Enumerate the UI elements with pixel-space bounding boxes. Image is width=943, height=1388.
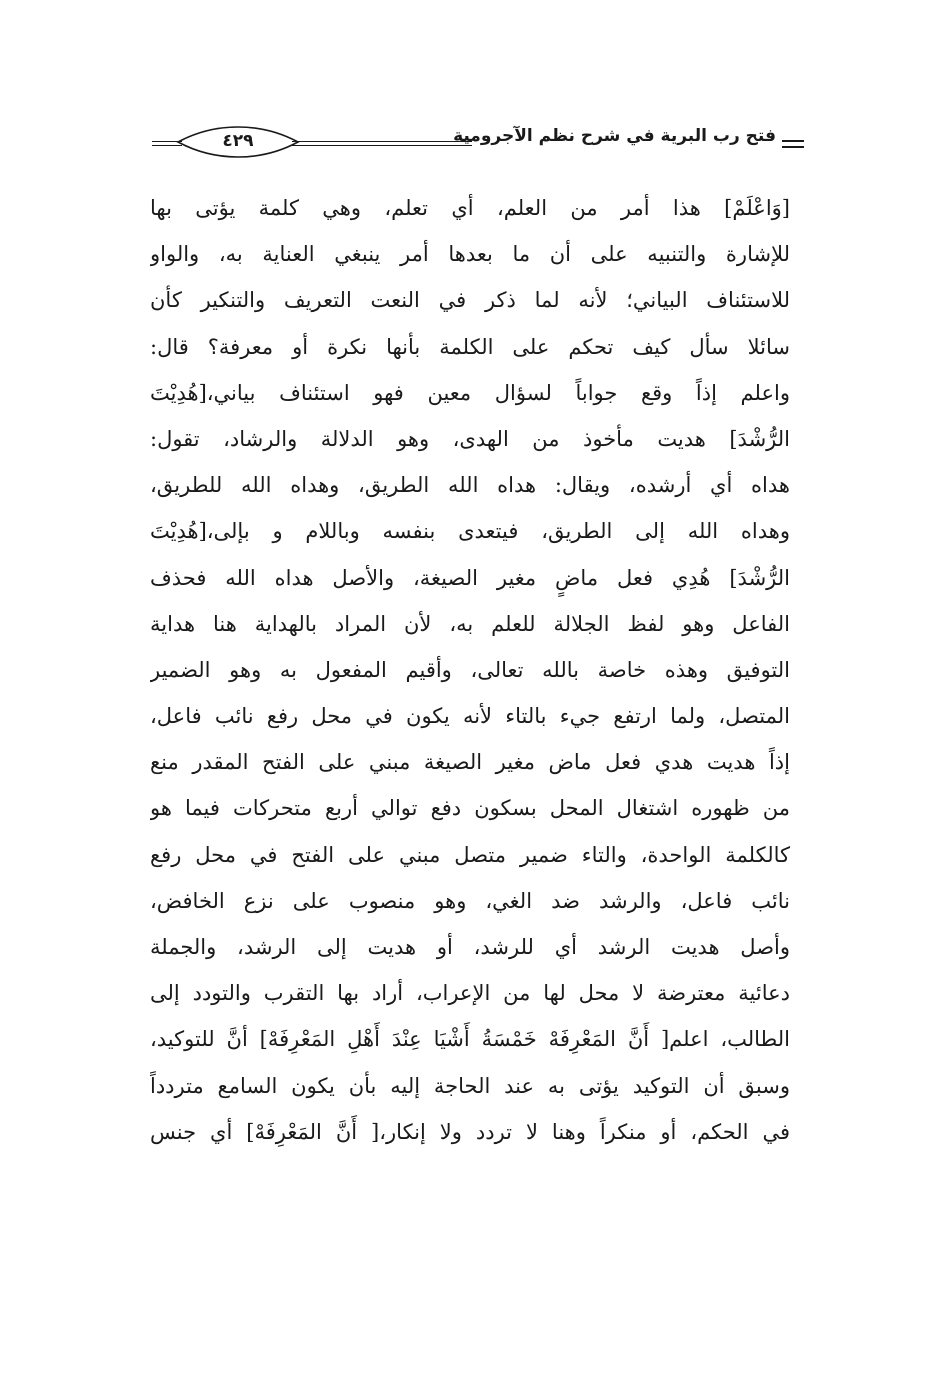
text-line: كالكلمة الواحدة، والتاء ضمير متصل مبني على الفتح في محل رفع xyxy=(150,842,790,867)
text-line: [وَاعْلَمْ] هذا أمر من العلم، أي تعلم، وهي كلمة يؤتى بها xyxy=(150,196,790,220)
text-line: الطالب، اعلم[ أَنَّ المَعْرِفَهْ خَمْسَةُ أَشْيَا عِنْدَ أَهْلِ المَعْرِفَهْ] أنَّ للتوكيد، xyxy=(150,1027,790,1052)
text-line: هداه أي أرشده، ويقال: هداه الله الطريق، وهداه الله للطريق، xyxy=(150,473,790,498)
text-line: سائلا سأل كيف تحكم على الكلمة بأنها نكرة أو معرفة؟ قال: xyxy=(150,334,790,359)
text-line: التوفيق وهذه خاصة بالله تعالى، وأقيم المفعول به وهو الضمير xyxy=(150,657,790,682)
header-rule xyxy=(292,141,472,146)
text-line: وسبق أن التوكيد يؤتى به عند الحاجة إليه بأن يكون السامع متردداً xyxy=(150,1073,790,1098)
body-text xyxy=(150,185,790,1155)
text-line: في الحكم، أو منكراً وهنا لا تردد ولا إنكار،[ أَنَّ المَعْرِفَهْ] أي جنس xyxy=(150,1119,790,1144)
text-line: من ظهوره اشتغال المحل بسكون دفع توالي أربع متحركات فيما هو xyxy=(150,796,790,821)
text-line: للإشارة والتنبيه على أن ما بعدها أمر ينبغي العناية به، والواو xyxy=(150,242,790,267)
text-line: واعلم إذاً وقع جواباً لسؤال معين فهو استئناف بياني،[هُدِيْتَ xyxy=(150,380,790,405)
running-title: فتح رب البرية في شرح نظم الآجرومية xyxy=(453,126,776,146)
text-line: وهداه الله إلى الطريق، فيتعدى بنفسه وباللام و بإلى،[هُدِيْتَ xyxy=(150,519,790,544)
text-line: الرُّشْدَ] هديت مأخوذ من الهدى، وهو الدلالة والرشاد، تقول: xyxy=(150,426,790,451)
header-dash-ornament xyxy=(782,140,804,148)
text-line: إذاً هديت هدي فعل ماض مغير الصيغة مبني على الفتح المقدر منع xyxy=(150,750,790,775)
text-line: المتصل، ولما ارتفع جيء بالتاء لأنه يكون في محل رفع نائب فاعل، xyxy=(150,704,790,729)
page-header xyxy=(152,122,804,168)
text-line: دعائية معترضة لا محل لها من الإعراب، أراد بها التقرب والتودد إلى xyxy=(150,981,790,1006)
text-line: الرُّشْدَ] هُدِي فعل ماضٍ مغير الصيغة، والأصل هداه الله فحذف xyxy=(150,565,790,590)
page-number: ٤٢٩ xyxy=(222,131,254,151)
text-line: وأصل هديت الرشد أي للرشد، أو هديت إلى الرشد، والجملة xyxy=(150,935,790,959)
header-rule-left xyxy=(152,141,182,146)
page-number-frame xyxy=(176,126,300,158)
text-line: نائب فاعل، والرشد ضد الغي، وهو منصوب على نزع الخافض، xyxy=(150,888,790,913)
text-line: للاستئناف البياني؛ لأنه لما ذكر في النعت التعريف والتنكير كأن xyxy=(150,288,790,313)
text-line: الفاعل وهو لفظ الجلالة للعلم به، لأن المراد بالهداية هنا هداية xyxy=(150,611,790,636)
